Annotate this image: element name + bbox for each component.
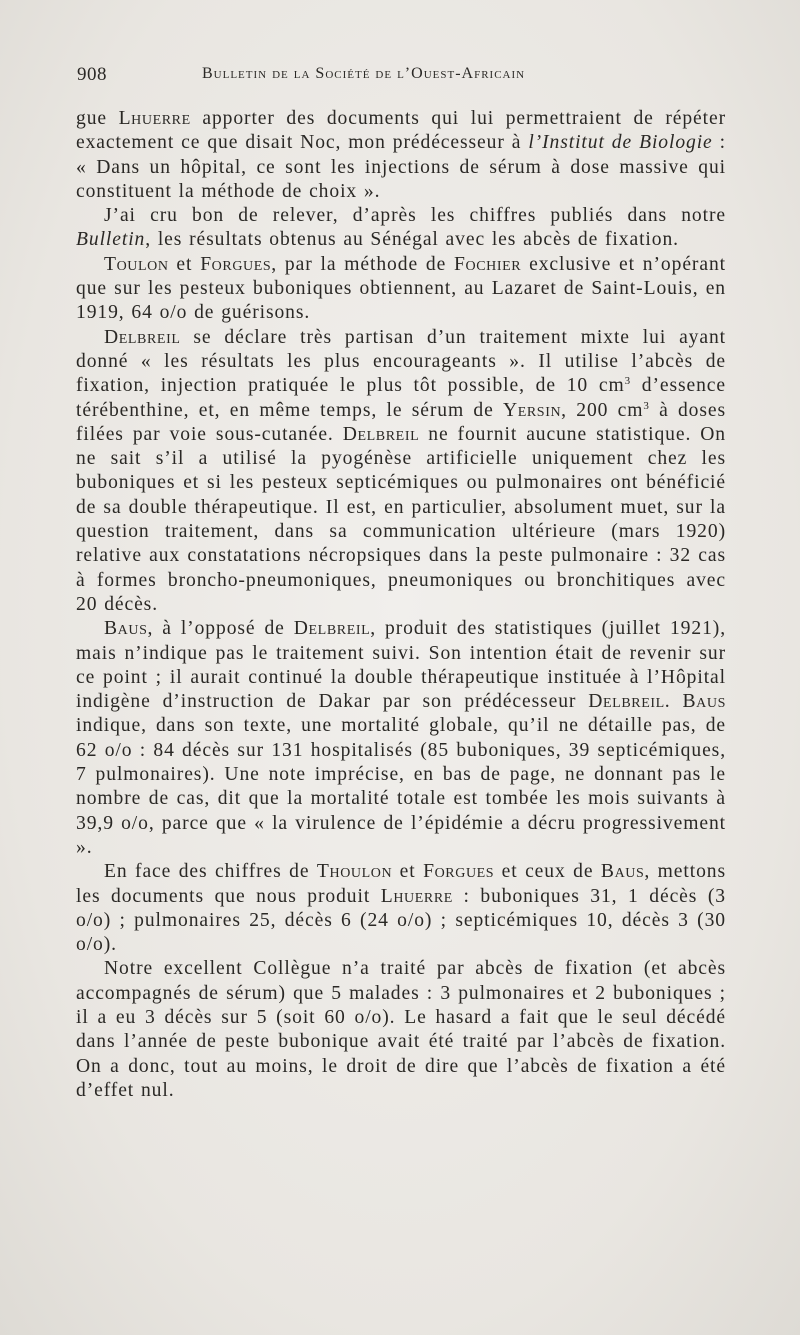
author-name: Toulon [104, 253, 169, 275]
text-run: ne fournit aucune statistique. On ne sait s’il a utilisé la pyogénèse artificielle uniquement chez les buboniques et si les pesteux septicémiques ou pulmonaires ont bénéficié de sa double thérapeutique. Il est, en particulier, absolument muet, sur la question traitement, dans sa communication ultérieure (mars 1920) relative aux constatations nécropsiques dans la peste pulmonaire : 32 cas à formes broncho-pneumoniques, pneumoniques ou bronchitiques avec 20 décès. [76, 423, 726, 615]
author-name: Delbreil [104, 326, 181, 348]
text-run: indique, dans son texte, une mortalité globale, qu’il ne détaille pas, de 62 o/o : 84 décès sur 131 hospitalisés (85 buboniques, 39 septicémiques, 7 pulmonaires). Une note imprécise, en bas de page, ne donnant pas le nombre de cas, dit que la mortalité totale est tombée les mois suivants à 39,9 o/o, parce que « la virulence de l’épidémie a décru progressivement ». [76, 715, 726, 858]
text-run: d’essence térébenthine, et, en même temps, le sérum de [76, 375, 727, 421]
author-name: Baus [104, 618, 148, 640]
paragraph [76, 617, 726, 860]
text-run: , par la méthode de [271, 253, 455, 275]
superscript: 3 [643, 399, 650, 412]
text-run: , produit des statistiques (juillet 1921), mais n’indique pas le traitement suivi. Son intention était de revenir sur ce point ; il aurait continué la double thérapeutique instituée à l’Hôpital indigène d’instruction de Dakar par son prédécesseur [76, 618, 726, 713]
italic-text: l’Institut de Biologie [528, 132, 713, 154]
author-name: Delbreil [588, 691, 665, 713]
text-run: à doses filées par voie sous-cutanée. [76, 399, 726, 445]
paragraph [76, 107, 726, 204]
superscript: 3 [624, 375, 631, 388]
author-name: Lhuerre [380, 885, 453, 907]
text-run: . [664, 691, 683, 713]
author-name: Fochier [454, 253, 522, 275]
journal-title: Bulletin de la Société de l’Ouest-Africain [202, 65, 526, 82]
text-run: : « Dans un hôpital, ce sont les injections de sérum à dose massive qui constituent la méthode de choix ». [76, 132, 726, 202]
article-body [76, 107, 726, 1103]
author-name: Baus [600, 861, 645, 883]
text-run: exclusive et n’opérant que sur les pesteux buboniques obtiennent, au Lazaret de Saint-Louis, en 1919, 64 o/o de guérisons. [76, 253, 726, 324]
text-run: En face des chiffres de [104, 861, 317, 883]
paragraph [76, 204, 726, 253]
text-run: apporter des documents qui lui permettraient de répéter exactement ce que disait Noc, mon prédécesseur à [76, 108, 727, 154]
running-head [77, 64, 727, 88]
text-run: gue [76, 108, 119, 129]
paragraph [76, 253, 726, 326]
text-run: , mettons les documents que nous produit [76, 861, 727, 907]
author-name: Forgues [423, 861, 495, 883]
text-run: et ceux de [494, 861, 601, 883]
text-run: : buboniques 31, 1 décès (3 o/o) ; pulmonaires 25, décès 6 (24 o/o) ; septicémiques 10, décès 3 (30 o/o). [76, 885, 726, 956]
page-number: 908 [77, 64, 107, 85]
text-run: et [392, 861, 424, 883]
text-run: Notre excellent Collègue n’a traité par abcès de fixation (et abcès accompagnés de sérum) que 5 malades : 3 pulmonaires et 2 buboniques ; il a eu 3 décès sur 5 (soit 60 o/o). Le hasard a fait que le seul décédé dans l’année de peste bubonique avait été traité par l’abcès de fixation. On a donc, tout au moins, le droit de dire que l’abcès de fixation a été d’effet nul. [76, 958, 726, 1101]
author-name: Delbreil [342, 423, 420, 445]
author-name: Delbreil [293, 618, 371, 640]
text-run: et [168, 253, 201, 275]
text-run: se déclare très partisan d’un traitement mixte lui ayant donné « les résultats les plus encourageants ». Il utilise l’abcès de fixation, injection pratiquée le plus tôt possible, de 10 cm [76, 326, 726, 397]
author-name: Baus [682, 691, 726, 713]
paragraph [76, 957, 726, 1103]
author-name: Yersin [502, 399, 562, 421]
text-run: , 200 cm [561, 399, 644, 421]
text-run: J’ai cru bon de relever, d’après les chiffres publiés dans notre [104, 205, 726, 227]
text-run: , à l’opposé de [147, 618, 294, 640]
text-run: , les résultats obtenus au Sénégal avec les abcès de fixation. [145, 229, 679, 251]
paragraph [76, 326, 726, 618]
italic-text: Bulletin [76, 229, 146, 251]
author-name: Forgues [200, 253, 272, 275]
author-name: Lhuerre [118, 108, 191, 129]
paragraph [76, 860, 726, 957]
author-name: Thoulon [316, 861, 393, 883]
